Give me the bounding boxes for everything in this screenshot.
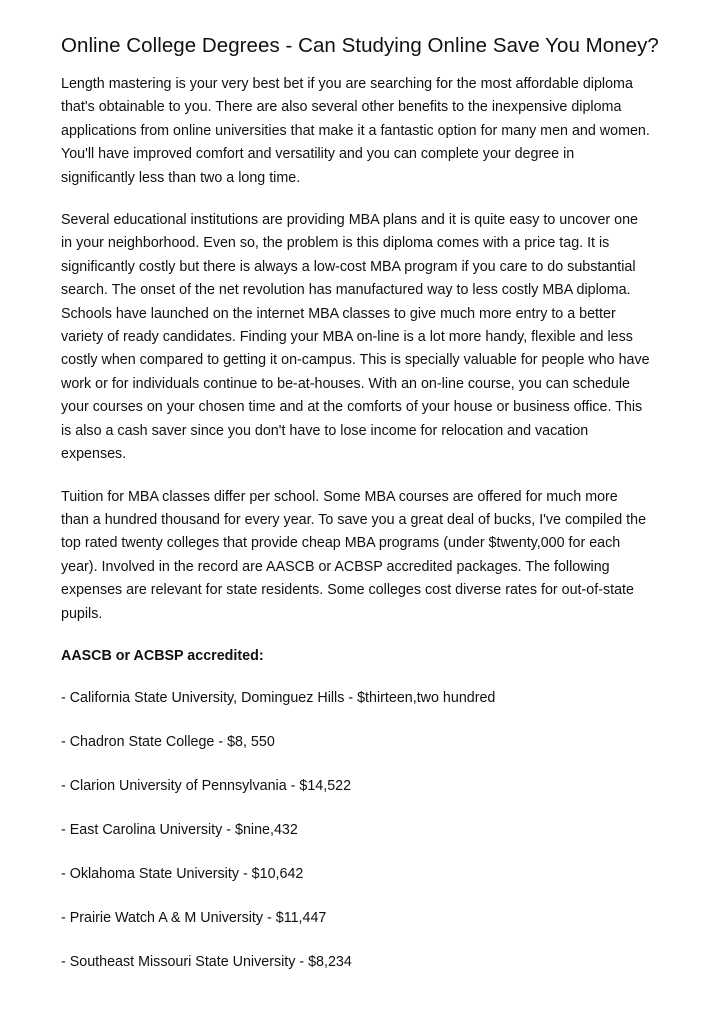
text-line: pupils. bbox=[61, 605, 103, 622]
paragraph-3 bbox=[61, 486, 681, 626]
text-line: work or for individuals continue to be-at-houses. With an on-line course, you can schedule bbox=[61, 375, 631, 392]
text-line: significantly costly but there is always a low-cost MBA program if you care to do substantial bbox=[61, 258, 636, 275]
text-line: search. The onset of the net revolution has manufactured way to less costly MBA diploma. bbox=[61, 282, 631, 299]
list-item: - Clarion University of Pennsylvania - $14,522 bbox=[61, 778, 352, 795]
college-list bbox=[61, 687, 681, 974]
document-title: Online College Degrees - Can Studying Online Save You Money? bbox=[61, 34, 659, 57]
text-line: top rated twenty colleges that provide cheap MBA programs (under $twenty,000 for each bbox=[61, 535, 621, 552]
text-line: your courses on your chosen time and at the comforts of your house or business office. This bbox=[61, 399, 643, 416]
text-line: year). Involved in the record are AASCB or ACBSP accredited packages. The following bbox=[61, 558, 610, 575]
text-line: Several educational institutions are providing MBA plans and it is quite easy to uncover one bbox=[61, 212, 638, 229]
list-item: - California State University, Dominguez Hills - $thirteen,two hundred bbox=[61, 690, 496, 707]
text-line: costly when compared to getting it on-campus. This is specially valuable for people who have bbox=[61, 352, 650, 369]
list-item: - Oklahoma State University - $10,642 bbox=[61, 866, 304, 883]
text-line: Tuition for MBA classes differ per school. Some MBA courses are offered for much more bbox=[61, 488, 618, 505]
text-line: expenses are relevant for state residents. Some colleges cost diverse rates for out-of-state bbox=[61, 582, 634, 599]
text-line: expenses. bbox=[61, 446, 127, 463]
list-item: - Southeast Missouri State University - $8,234 bbox=[61, 954, 352, 971]
paragraph-2 bbox=[61, 209, 681, 466]
list-item: - Chadron State College - $8, 550 bbox=[61, 734, 275, 751]
paragraph-1 bbox=[61, 73, 681, 190]
text-line: is also a cash saver since you don't have to lose income for relocation and vacation bbox=[61, 422, 589, 439]
text-line: Length mastering is your very best bet if you are searching for the most affordable diploma bbox=[61, 76, 633, 92]
text-line: Schools have launched on the internet MBA classes to give much more entry to a better bbox=[61, 305, 616, 322]
section-subheading: AASCB or ACBSP accredited: bbox=[61, 647, 264, 664]
list-item: - Prairie Watch A & M University - $11,447 bbox=[61, 910, 327, 927]
text-line: than a hundred thousand for every year. To save you a great deal of bucks, I've compiled the bbox=[61, 511, 647, 528]
text-line: significantly less than two a long time. bbox=[61, 169, 301, 186]
text-line: in your neighborhood. Even so, the problem is this diploma comes with a price tag. It is bbox=[61, 235, 610, 252]
text-line: You'll have improved comfort and versatility and you can complete your degree in bbox=[61, 146, 575, 163]
list-item: - East Carolina University - $nine,432 bbox=[61, 822, 298, 839]
text-line: that's obtainable to you. There are also several other benefits to the inexpensive diploma bbox=[61, 99, 622, 116]
document-page bbox=[61, 34, 681, 995]
text-line: variety of ready candidates. Finding your MBA on-line is a lot more handy, flexible and less bbox=[61, 329, 633, 346]
text-line: applications from online universities that make it a fantastic option for many men and women. bbox=[61, 122, 650, 139]
